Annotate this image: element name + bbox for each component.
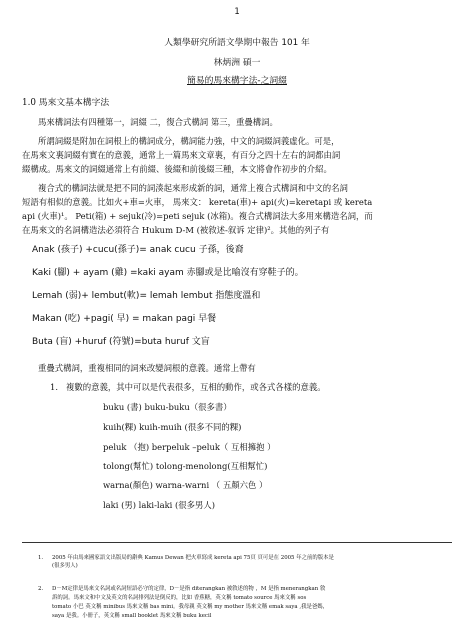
example-reduplication-6: laki (男) laki-laki (很多男人) bbox=[103, 500, 216, 510]
example-compound-5: Buta (盲) +huruf (符號)=buta huruf 文盲 bbox=[32, 337, 210, 347]
example-reduplication-4: tolong(幫忙) tolong-menolong(互相幫忙) bbox=[103, 461, 268, 471]
paragraph-3-line-3: api (火車)¹。 Peti(箱) + sejuk(冷)=peti sejuk (冰箱)。複合式構詞法大多用來構造名詞，而 bbox=[22, 211, 373, 221]
example-compound-4: Makan (吃) +pagi( 早) = makan pagi 早餐 bbox=[32, 314, 217, 324]
paragraph-2-line-2: 在馬來文裏詞綴有實在的意義，通常上一篇馬來文章裏，有百分之四十左右的詞都由詞 bbox=[22, 150, 341, 160]
footnote-2-line-2: 訴的詞。馬來文和中文及英文的名詞排列法是倒反的，比如 香蕉糖，英文稱 tomato source 馬來文稱 sos bbox=[52, 595, 307, 601]
footnote-1-line-2: (很多男人) bbox=[52, 563, 78, 569]
example-reduplication-3: peluk （抱) berpeluk –peluk（ 互相擁抱 ） bbox=[103, 442, 276, 452]
example-compound-3: Lemah (弱)+ lembut(軟)= lemah lembut 指態度溫和 bbox=[32, 291, 261, 301]
list-number-1: 1. bbox=[50, 382, 58, 392]
footnote-2-line-1: D－M定律是馬來文名詞或名詞短語必守的定律，D－是指 diterangkan 被敘述的物 ，M 是指 menerangkan 敘 bbox=[52, 586, 326, 592]
footnote-1-line-1: 2005 年由馬來國家語文出版局的辭典 Kamus Dewan 把火車寫成 kereta api 75頁 頁可是在 2005 年之前的版本是 bbox=[52, 555, 334, 561]
paragraph-2-line-3: 綴構成。馬來文的詞綴通常上有前綴、後綴和前後綴三種，本文將會作初步的介紹。 bbox=[22, 164, 332, 174]
example-reduplication-1: buku (書) buku-buku（很多書） bbox=[103, 402, 232, 412]
subtitle bbox=[0, 76, 474, 87]
example-compound-1: Anak (孩子) +cucu(孫子)= anak cucu 子孫，後裔 bbox=[32, 245, 244, 255]
footnote-divider bbox=[22, 542, 452, 543]
page-title: 人類學研究所語文學期中報告 101 年 bbox=[164, 38, 310, 48]
footnote-2-line-3: tomato 小巴 英文稱 minibus 馬來文稱 bas mini。我母親 英文稱 my mother 馬來文稱 emak saya ,我是爸媽， bbox=[52, 604, 329, 610]
section-heading: 1.0 馬來文基本構字法 bbox=[22, 98, 110, 108]
paragraph-1: 馬來構詞法有四種第一，詞綴 二，復合式構詞 第三，重疊構詞。 bbox=[38, 117, 278, 127]
subtitle-text: 簡易的馬來構字法-之詞綴 bbox=[187, 76, 287, 86]
example-reduplication-2: kuih(粿) kuih-muih (很多不同的粿) bbox=[103, 422, 242, 432]
paragraph-2-line-1: 所謂詞綴是附加在詞根上的構詞成分，構詞能力強，中文的詞綴詞義虛化。可是， bbox=[38, 136, 340, 146]
footnote-2-number: 2. bbox=[38, 586, 44, 592]
paragraph-3-line-4: 在馬來文的名詞構造法必須符合 Hukum D-M (被敘述-叙诉 定律)²。其他的列子有 bbox=[22, 225, 330, 235]
author-line: 林炳洲 碩一 bbox=[213, 58, 261, 68]
paragraph-3-line-1: 複合式的構詞法就是把不同的詞湊起來形成新的詞，通常上複合式構詞和中文的名詞 bbox=[38, 183, 348, 193]
page-number: 1 bbox=[234, 6, 240, 16]
paragraph-3-line-2: 短語有相似的意義。比如火+車=火車， 馬來文： kereta(車)+ api(火)=keretapi 或 kereta bbox=[22, 197, 373, 207]
footnote-2-line-4: saya 是我。小冊子，英文稱 small booklet 馬來文稱 buku kecil bbox=[52, 613, 212, 619]
example-reduplication-5: warna(顏色) warna-warni （ 五顏六色 ） bbox=[103, 480, 268, 490]
footnote-1-number: 1. bbox=[38, 555, 44, 561]
example-compound-2: Kaki (腳) + ayam (雞) =kaki ayam 赤腳或是比喻沒有穿鞋子的。 bbox=[32, 268, 304, 278]
reduplication-intro: 重疊式構詞，重複相同的詞來改變詞根的意義。通常上帶有 bbox=[38, 363, 256, 373]
list-item-1: 複數的意義，其中可以是代表很多，互相的動作，或各式各樣的意義。 bbox=[66, 382, 326, 392]
